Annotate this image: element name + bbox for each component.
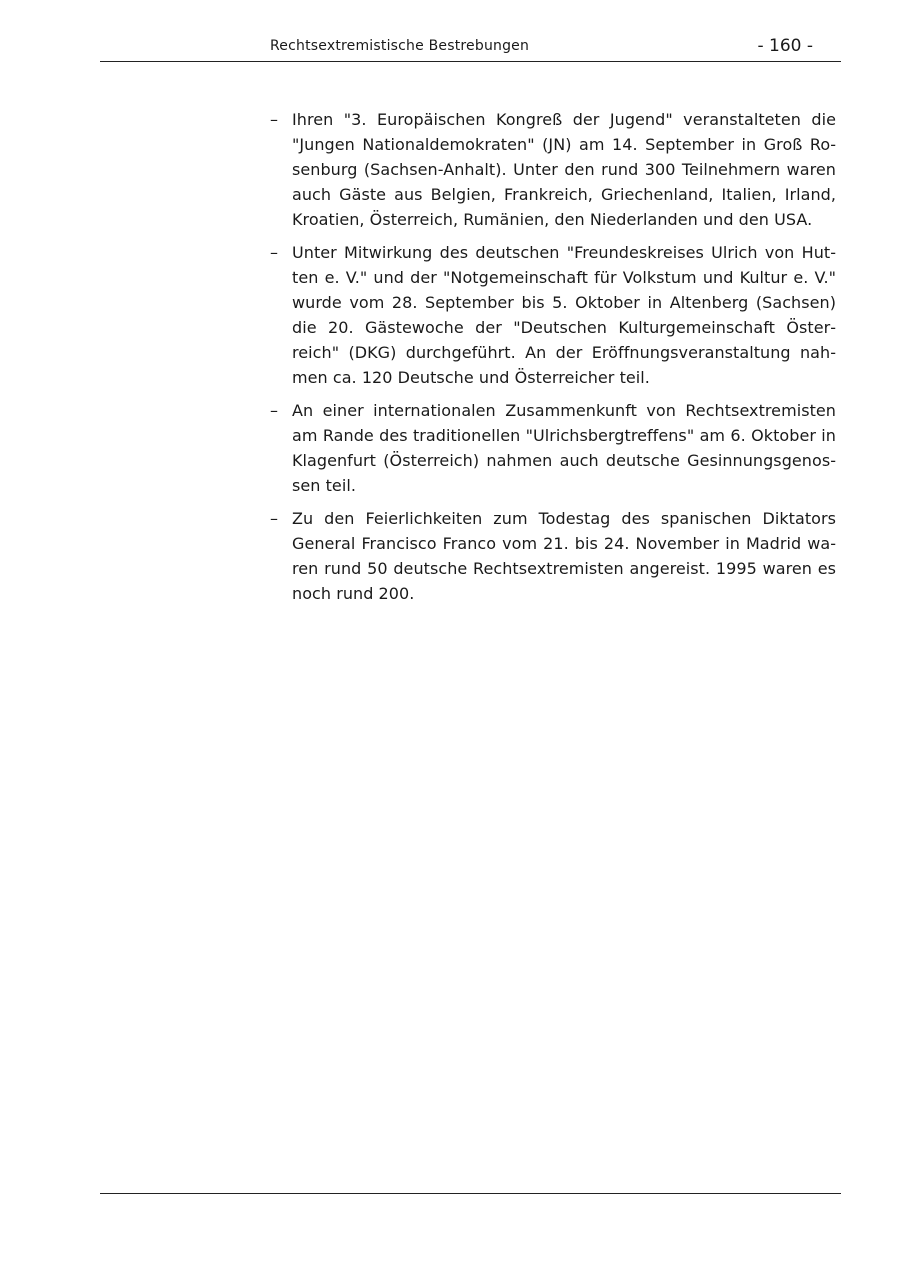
dash-bullet: – bbox=[270, 401, 278, 420]
page-header bbox=[100, 36, 840, 60]
list-item bbox=[270, 240, 836, 390]
page-number: - 160 - bbox=[757, 36, 813, 56]
dash-bullet: – bbox=[270, 509, 278, 528]
bullet-list bbox=[270, 107, 836, 614]
dash-bullet: – bbox=[270, 243, 278, 262]
list-item-text: Zu den Feierlichkeiten zum Todestag des spanischen Diktators General Francisco Franco vom 21. bis 24. November in Madrid waren rund 50 deutsche Rechtsextremisten angereist. 1995 waren es noch rund 200. bbox=[292, 509, 836, 603]
dash-bullet: – bbox=[270, 110, 278, 129]
list-item-text: Unter Mitwirkung des deutschen "Freundeskreises Ulrich von Hutten e. V." und der "Notgemeinschaft für Volkstum und Kultur e. V." wurde vom 28. September bis 5. Oktober in Altenberg (Sachsen) die 20. Gästewoche der "Deutschen Kulturgemeinschaft Österreich" (DKG) durchgeführt. An der Eröffnungsveranstaltung nahmen ca. 120 Deutsche und Österreicher teil. bbox=[292, 243, 836, 387]
list-item bbox=[270, 506, 836, 606]
list-item bbox=[270, 107, 836, 232]
footer-rule bbox=[100, 1193, 841, 1194]
list-item-text: Ihren "3. Europäischen Kongreß der Jugend" veranstalteten die "Jungen Nationaldemokraten" (JN) am 14. September in Groß Rosenburg (Sachsen-Anhalt). Unter den rund 300 Teilnehmern waren auch Gäste aus Belgien, Frankreich, Griechenland, Italien, Irland, Kroatien, Österreich, Rumänien, den Niederlanden und den USA. bbox=[292, 110, 836, 229]
list-item bbox=[270, 398, 836, 498]
running-title: Rechtsextremistische Bestrebungen bbox=[270, 38, 530, 54]
header-rule bbox=[100, 61, 841, 62]
list-item-text: An einer internationalen Zusammenkunft von Rechtsextremisten am Rande des traditionellen "Ulrichsbergtreffens" am 6. Oktober in Klagenfurt (Österreich) nahmen auch deutsche Gesinnungsgenossen teil. bbox=[292, 401, 836, 495]
